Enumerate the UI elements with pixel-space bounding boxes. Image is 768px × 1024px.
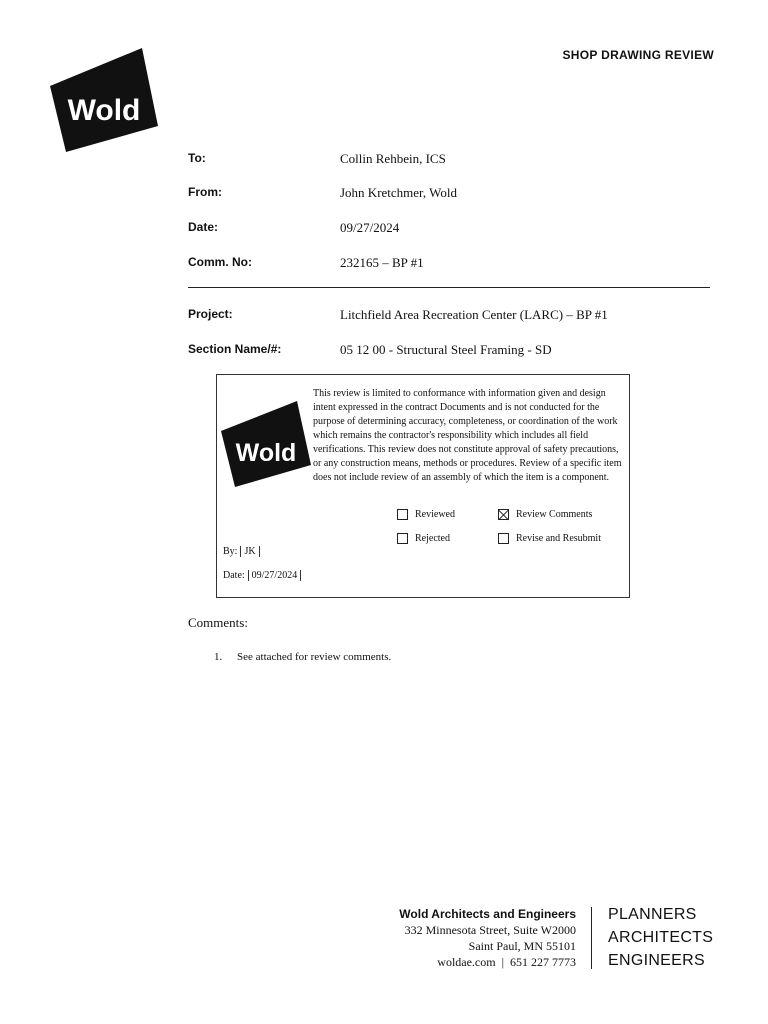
review-comments-option[interactable] (498, 509, 592, 520)
rejected-label: Rejected (415, 533, 450, 544)
tagline-planners: PLANNERS (608, 906, 697, 923)
comment-number: 1. (214, 651, 223, 663)
address-line-1: 332 Minnesota Street, Suite W2000 (404, 923, 576, 937)
address-line-2: Saint Paul, MN 55101 (468, 939, 576, 953)
project-value: Litchfield Area Recreation Center (LARC) – BP #1 (340, 307, 608, 322)
stamp-date-value: 09/27/2024 (248, 570, 302, 581)
footer-divider (591, 907, 592, 969)
rejected-checkbox[interactable] (397, 533, 408, 544)
section-row (188, 342, 552, 358)
firm-name: Wold Architects and Engineers (399, 907, 576, 921)
logo-text: Wold (67, 94, 141, 127)
from-value: John Kretchmer, Wold (340, 185, 457, 200)
to-row (188, 151, 446, 167)
tagline-architects: ARCHITECTS (608, 929, 714, 946)
reviewed-checkbox[interactable] (397, 509, 408, 520)
revise-resubmit-checkbox[interactable] (498, 533, 509, 544)
comments-label: Comments: (188, 615, 248, 630)
reviewed-label: Reviewed (415, 509, 455, 520)
from-row (188, 185, 457, 201)
to-label: To: (188, 151, 206, 165)
tagline-engineers: ENGINEERS (608, 952, 705, 969)
review-comments-label: Review Comments (516, 509, 593, 520)
review-date (223, 570, 301, 581)
divider (188, 287, 710, 288)
date-row (188, 220, 399, 236)
revise-resubmit-label: Revise and Resubmit (516, 533, 601, 544)
review-stamp (216, 374, 630, 598)
review-comments-checkbox[interactable] (498, 509, 509, 520)
comment-item (214, 651, 391, 663)
reviewed-by (223, 546, 260, 557)
project-label: Project: (188, 307, 233, 321)
reviewed-option[interactable] (397, 509, 455, 520)
to-value: Collin Rehbein, ICS (340, 151, 446, 166)
date-value: 09/27/2024 (340, 220, 400, 235)
document-title: SHOP DRAWING REVIEW (562, 48, 714, 62)
date-label: Date: (188, 220, 219, 234)
project-row (188, 307, 608, 323)
by-value: JK (240, 546, 259, 557)
footer-tagline (608, 903, 713, 972)
contact-line: woldae.com | 651 227 7773 (437, 955, 576, 969)
wold-logo (50, 48, 158, 152)
revise-resubmit-option[interactable] (498, 533, 601, 544)
stamp-wold-logo (221, 401, 311, 487)
footer-address (399, 906, 576, 970)
comment-text: See attached for review comments. (237, 651, 392, 663)
comm-value: 232165 – BP #1 (340, 255, 424, 270)
stamp-logo-text: Wold (235, 439, 297, 467)
section-label: Section Name/#: (188, 342, 282, 356)
from-label: From: (188, 185, 222, 199)
section-value: 05 12 00 - Structural Steel Framing - SD (340, 342, 552, 357)
stamp-date-label: Date: (223, 570, 245, 581)
by-label: By: (223, 546, 238, 557)
review-disclaimer: This review is limited to conformance with information given and design intent expressed in the contract Documents and is not conducted for the purpose of determining accuracy, completeness, or coordination of the work which remains the contractor's responsibility which includes all field verifications. This review does not constitute approval of safety precautions, or any construction means, methods or procedures. Review of a specific item does not include review of an assembly of which the item is a component. (313, 388, 622, 483)
comm-row (188, 255, 424, 271)
rejected-option[interactable] (397, 533, 450, 544)
comm-label: Comm. No: (188, 255, 252, 269)
